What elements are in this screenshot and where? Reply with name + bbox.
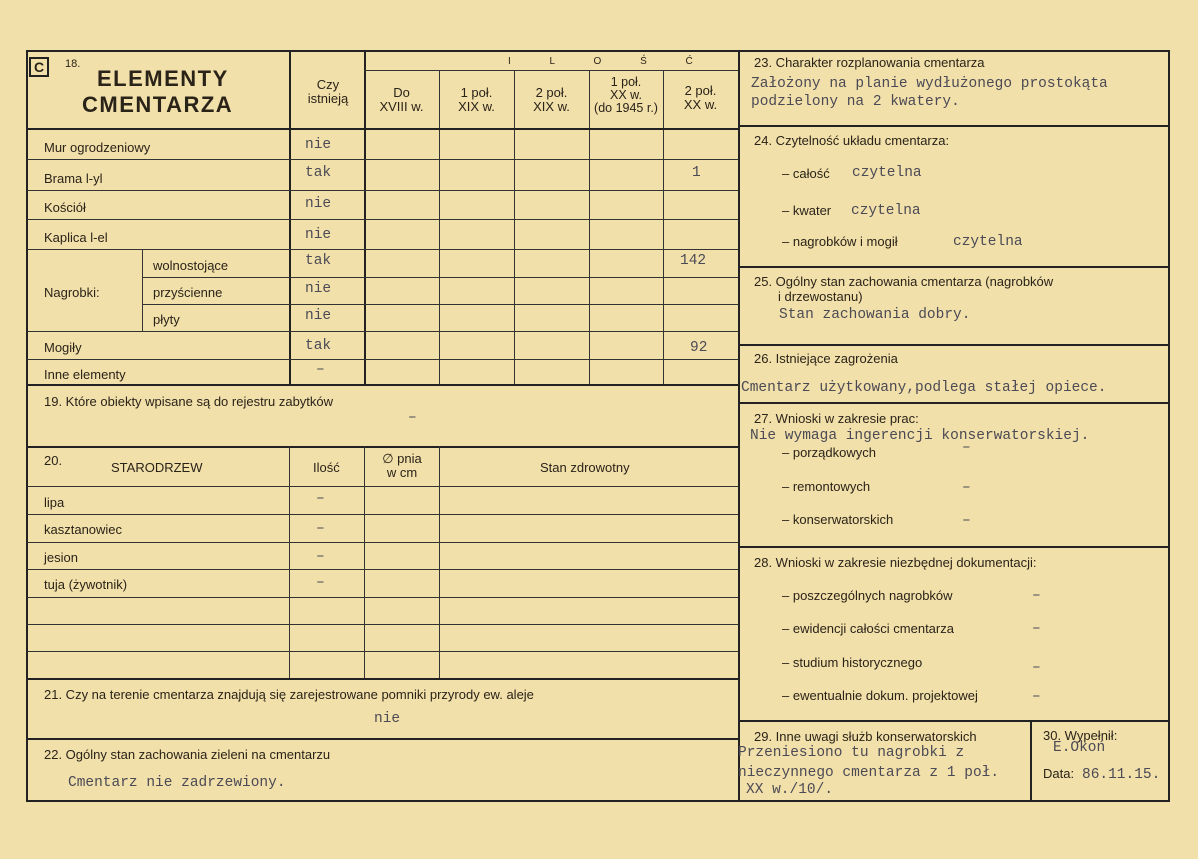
- q26-label: 26. Istniejące zagrożenia: [754, 351, 898, 366]
- czy-value: tak: [305, 338, 332, 354]
- czy-value: tak: [305, 253, 332, 269]
- q20-row-rule: [27, 486, 738, 487]
- q27-rule: [739, 402, 1169, 404]
- count-value: 142: [680, 253, 707, 269]
- q28-item-value: –: [1032, 588, 1041, 604]
- row-label-mogily: Mogiły: [44, 340, 82, 355]
- q26-value: Cmentarz użytkowany,podlega stałej opiece.: [741, 380, 1107, 396]
- row-label-kosciol: Kościół: [44, 200, 86, 215]
- col-div-period-4: [589, 70, 590, 384]
- czy-value: tak: [305, 165, 332, 181]
- q27-label: 27. Wnioski w zakresie prac:: [754, 411, 919, 426]
- q19-label: 19. Które obiekty wpisane są do rejestru zabytków: [44, 394, 334, 409]
- section-18-header-rule: [27, 128, 738, 130]
- col-period-4-header: 1 poł. XX w. (do 1945 r.): [594, 75, 658, 116]
- q24-item-label: – całość: [782, 166, 830, 181]
- col-czy-header: Czy istnieją: [307, 77, 349, 107]
- row-label-kaplica: Kaplica l-el: [44, 230, 108, 245]
- tree-ilosc: –: [316, 521, 325, 537]
- czy-value: nie: [305, 196, 332, 212]
- row-label-plyty: płyty: [153, 312, 180, 327]
- q20-col-ilosc: Ilość: [313, 460, 340, 475]
- q25-rule: [739, 266, 1169, 268]
- count-value: 92: [690, 340, 708, 356]
- q27-value: Nie wymaga ingerencji konserwatorskiej.: [750, 428, 1090, 444]
- q24-item-label: – kwater: [782, 203, 832, 218]
- czy-value: nie: [305, 227, 332, 243]
- q21-label: 21. Czy na terenie cmentarza znajdują się zarejestrowane pomniki przyrody ew. aleje: [44, 687, 534, 702]
- q27-item-label: – porządkowych: [782, 445, 876, 460]
- col-div-czy: [289, 51, 291, 384]
- row-label-nagrobki: Nagrobki:: [44, 285, 100, 300]
- ilosc-header: I L O Ś Ć: [508, 56, 711, 67]
- q30-date-label: Data:: [1043, 766, 1075, 781]
- q27-item-value: –: [962, 440, 971, 456]
- czy-value: –: [316, 362, 325, 378]
- q29-line3: XX w./10/.: [746, 782, 834, 798]
- q23-line2: podzielony na 2 kwatery.: [751, 94, 960, 110]
- row-rule: [27, 219, 738, 220]
- section-19-rule: [27, 384, 738, 386]
- q26-rule: [739, 344, 1169, 346]
- q24-item-value: czytelna: [851, 203, 921, 219]
- q29-q30-divider: [1030, 720, 1032, 801]
- row-rule: [142, 304, 738, 305]
- czy-value: nie: [305, 281, 332, 297]
- q29-line1: Przeniesiono tu nagrobki z: [738, 745, 965, 761]
- center-divider: [738, 51, 740, 801]
- q25-label-2: i drzewostanu): [778, 289, 863, 304]
- row-rule: [27, 359, 738, 360]
- tree-name: tuja (żywotnik): [44, 577, 128, 592]
- col-period-1-header: Do XVIII w.: [379, 85, 424, 115]
- czy-value: nie: [305, 308, 332, 324]
- tree-name: kasztanowiec: [44, 522, 123, 537]
- q19-value: –: [408, 410, 417, 426]
- q20-row-rule: [27, 651, 738, 652]
- q20-number: 20.: [44, 453, 63, 468]
- row-rule: [27, 159, 738, 160]
- q28-item-label: – poszczególnych nagrobków: [782, 588, 953, 603]
- q20-row-rule: [27, 542, 738, 543]
- q24-label: 24. Czytelność układu cmentarza:: [754, 133, 950, 148]
- row-label-przyscienne: przyścienne: [153, 285, 223, 300]
- q29-rule: [739, 720, 1169, 722]
- col-period-2-header: 1 poł. XIX w.: [458, 85, 495, 115]
- row-rule: [142, 277, 738, 278]
- q20-col-div: [439, 446, 440, 678]
- nagrobki-divider: [142, 249, 143, 331]
- row-label-wolnostojace: wolnostojące: [153, 258, 229, 273]
- q23-line1: Założony na planie wydłużonego prostokąta: [751, 76, 1108, 92]
- col-div-period-5: [663, 70, 664, 384]
- row-rule: [27, 331, 738, 332]
- q29-line2: nieczynnego cmentarza z 1 poł.: [738, 765, 1000, 781]
- q20-col-div: [364, 446, 365, 678]
- section-18-number: 18.: [65, 58, 81, 70]
- row-rule: [27, 190, 738, 191]
- q29-label: 29. Inne uwagi służb konserwatorskich: [754, 729, 977, 744]
- q28-label: 28. Wnioski w zakresie niezbędnej dokumentacji:: [754, 555, 1037, 570]
- q25-value: Stan zachowania dobry.: [779, 307, 971, 323]
- section-badge: C: [29, 57, 49, 77]
- section-20-rule: [27, 446, 738, 448]
- q27-item-value: –: [962, 513, 971, 529]
- q27-item-label: – remontowych: [782, 479, 871, 494]
- section-18-title-2: CMENTARZA: [82, 92, 234, 117]
- col-div-period-3: [514, 70, 515, 384]
- ilosc-rule: [364, 70, 738, 71]
- q28-item-value: –: [1032, 689, 1041, 705]
- q21-value: nie: [374, 711, 401, 727]
- q22-label: 22. Ogólny stan zachowania zieleni na cmentarzu: [44, 747, 331, 762]
- q24-item-value: czytelna: [852, 165, 922, 181]
- tree-ilosc: –: [316, 491, 325, 507]
- q30-label: 30. Wypełnił:: [1043, 728, 1118, 743]
- tree-ilosc: –: [316, 575, 325, 591]
- tree-name: jesion: [44, 550, 78, 565]
- count-value: 1: [692, 165, 701, 181]
- col-div-period-2: [439, 70, 440, 384]
- section-21-rule: [27, 678, 738, 680]
- q25-label-1: 25. Ogólny stan zachowania cmentarza (nagrobków: [754, 274, 1054, 289]
- q20-col-stan: Stan zdrowotny: [540, 460, 630, 475]
- q20-title: STARODRZEW: [111, 460, 203, 475]
- tree-ilosc: –: [316, 549, 325, 565]
- q28-item-value: –: [1032, 621, 1041, 637]
- q24-item-value: czytelna: [953, 234, 1023, 250]
- q28-item-label: – ewentualnie dokum. projektowej: [782, 688, 978, 703]
- q22-value: Cmentarz nie zadrzewiony.: [68, 775, 286, 791]
- q20-row-rule: [27, 624, 738, 625]
- q28-item-label: – ewidencji całości cmentarza: [782, 621, 954, 636]
- row-rule: [27, 249, 738, 250]
- section-18-title-1: ELEMENTY: [97, 66, 229, 91]
- czy-value: nie: [305, 137, 332, 153]
- row-label-inne: Inne elementy: [44, 367, 126, 382]
- q30-date: 86.11.15.: [1082, 767, 1161, 783]
- q28-rule: [739, 546, 1169, 548]
- q20-col-pnia: ∅ pnia w cm: [382, 451, 422, 480]
- tree-name: lipa: [44, 495, 65, 510]
- q20-row-rule: [27, 514, 738, 515]
- q24-rule: [739, 125, 1169, 127]
- q27-item-label: – konserwatorskich: [782, 512, 894, 527]
- q30-name: E.Okoń: [1053, 740, 1106, 756]
- row-label-mur: Mur ogrodzeniowy: [44, 140, 151, 155]
- q27-item-value: –: [962, 480, 971, 496]
- row-label-brama: Brama l-yl: [44, 171, 103, 186]
- section-22-rule: [27, 738, 738, 740]
- q24-item-label: – nagrobków i mogił: [782, 234, 898, 249]
- col-period-5-header: 2 poł. XX w.: [683, 83, 718, 113]
- col-period-3-header: 2 poł. XIX w.: [533, 85, 570, 115]
- q20-col-div: [289, 446, 290, 678]
- q28-item-value: –: [1032, 660, 1041, 676]
- q20-row-rule: [27, 597, 738, 598]
- q23-label: 23. Charakter rozplanowania cmentarza: [754, 55, 985, 70]
- q20-row-rule: [27, 569, 738, 570]
- q28-item-label: – studium historycznego: [782, 655, 923, 670]
